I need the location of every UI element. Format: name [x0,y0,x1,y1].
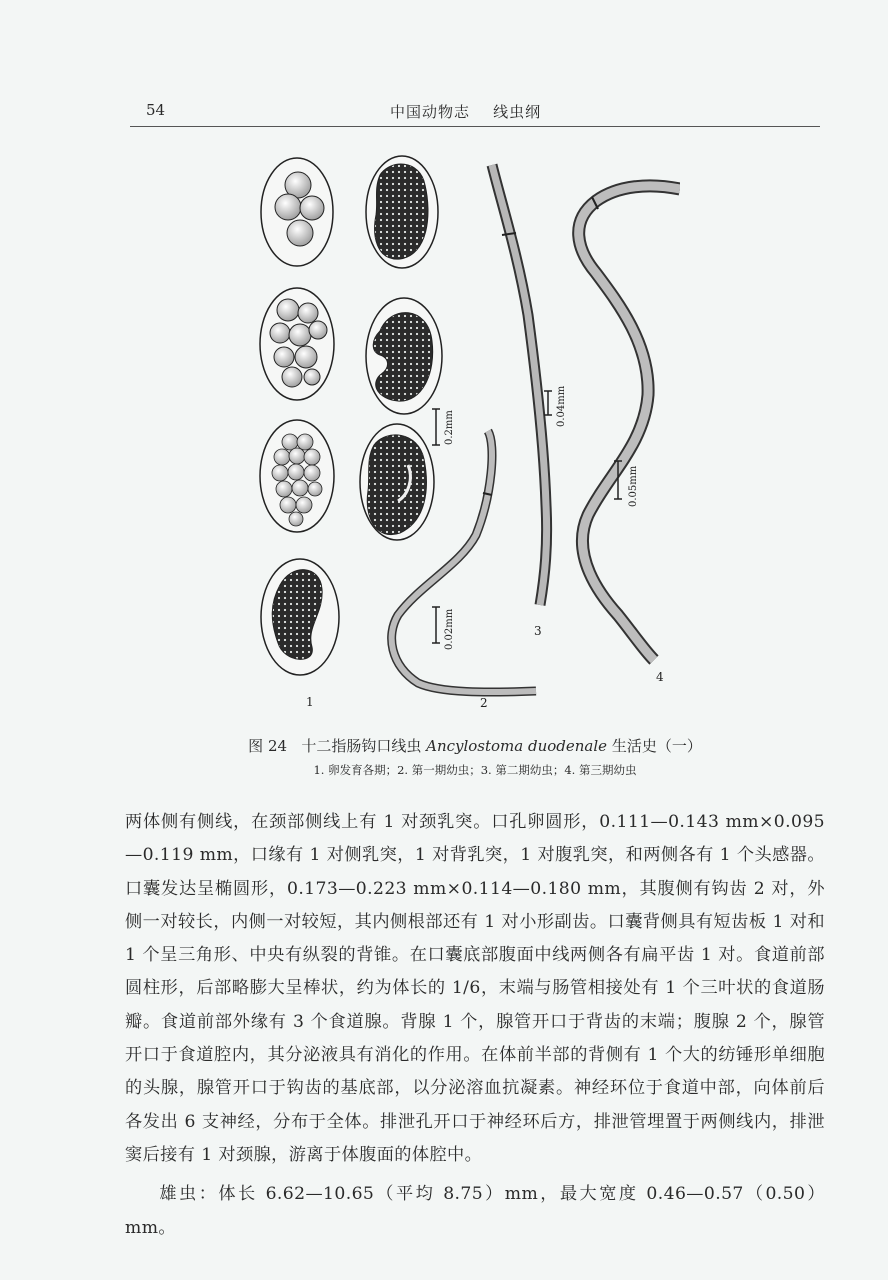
second-stage-larva [492,165,547,605]
caption-suffix: 生活史（一） [607,737,702,755]
panel-label-4: 4 [656,670,664,684]
caption-species: Ancylostoma duodenale [426,737,608,755]
figure-plate [240,145,680,720]
figure-caption [130,735,820,756]
panel-label-1: 1 [306,695,314,709]
scale-bar-0-2mm [432,409,455,445]
page-number: 54 [146,101,166,119]
scale-bar-label: 0.05mm [628,465,639,507]
third-stage-larva [579,186,680,660]
scale-bar-0-04mm [544,385,567,427]
scale-bar-0-02mm [432,607,455,650]
caption-prefix: 图 24 十二指肠钩口线虫 [248,737,427,755]
larva-egg-column [360,156,442,540]
scale-bar-label: 0.02mm [444,608,455,650]
scale-bar-label: 0.2mm [444,410,455,445]
figure-legend: 1. 卵发育各期；2. 第一期幼虫；3. 第二期幼虫；4. 第三期幼虫 [313,763,637,777]
header-rule [130,126,820,127]
paragraph: 两体侧有侧线，在颈部侧线上有 1 对颈乳突。口孔卵圆形，0.111—0.143 mm×0.095—0.119 mm，口缘有 1 对侧乳突，1 对背乳突，1 对腹乳突，和两侧各有 1 个头感器。口囊发达呈椭圆形，0.173—0.223 mm×0.114—0.180 mm，其腹侧有钩齿 2 对，外侧一对较长，内侧一对较短，其内侧根部还有 1 对小形副齿。口囊背侧具有短齿板 1 对和 1 个呈三角形、中央有纵裂的背锥。在口囊底部腹面中线两侧各有扁平齿 1 对。食道前部圆柱形，后部略膨大呈棒状，约为体长的 1/6，末端与肠管相接处有 1 个三叶状的食道肠瓣。食道前部外缘有 3 个食道腺。背腺 1 个，腺管开口于背齿的末端；腹腺 2 个，腺管开口于食道腔内，其分泌液具有消化的作用。在体前半部的背侧有 1 个大的纺锤形单细胞的头腺，腺管开口于钩齿的基底部，以分泌溶血抗凝素。神经环位于食道中部，向体前后各发出 6 支神经，分布于全体。排泄孔开口于神经环后方，排泄管埋置于两侧线内，排泄窦后接有 1 对颈腺，游离于体腹面的体腔中。 [125,812,825,1165]
scale-bar-0-05mm [614,461,639,507]
body-text [125,806,825,1245]
scale-bar-label: 0.04mm [556,385,567,427]
egg-column [260,158,339,675]
panel-label-2: 2 [480,696,488,710]
running-title: 中国动物志 线虫纲 [390,103,542,121]
paragraph: 雄虫：体长 6.62—10.65（平均 8.75）mm，最大宽度 0.46—0.57（0.50）mm。 [125,1184,825,1238]
panel-label-3: 3 [534,624,542,638]
